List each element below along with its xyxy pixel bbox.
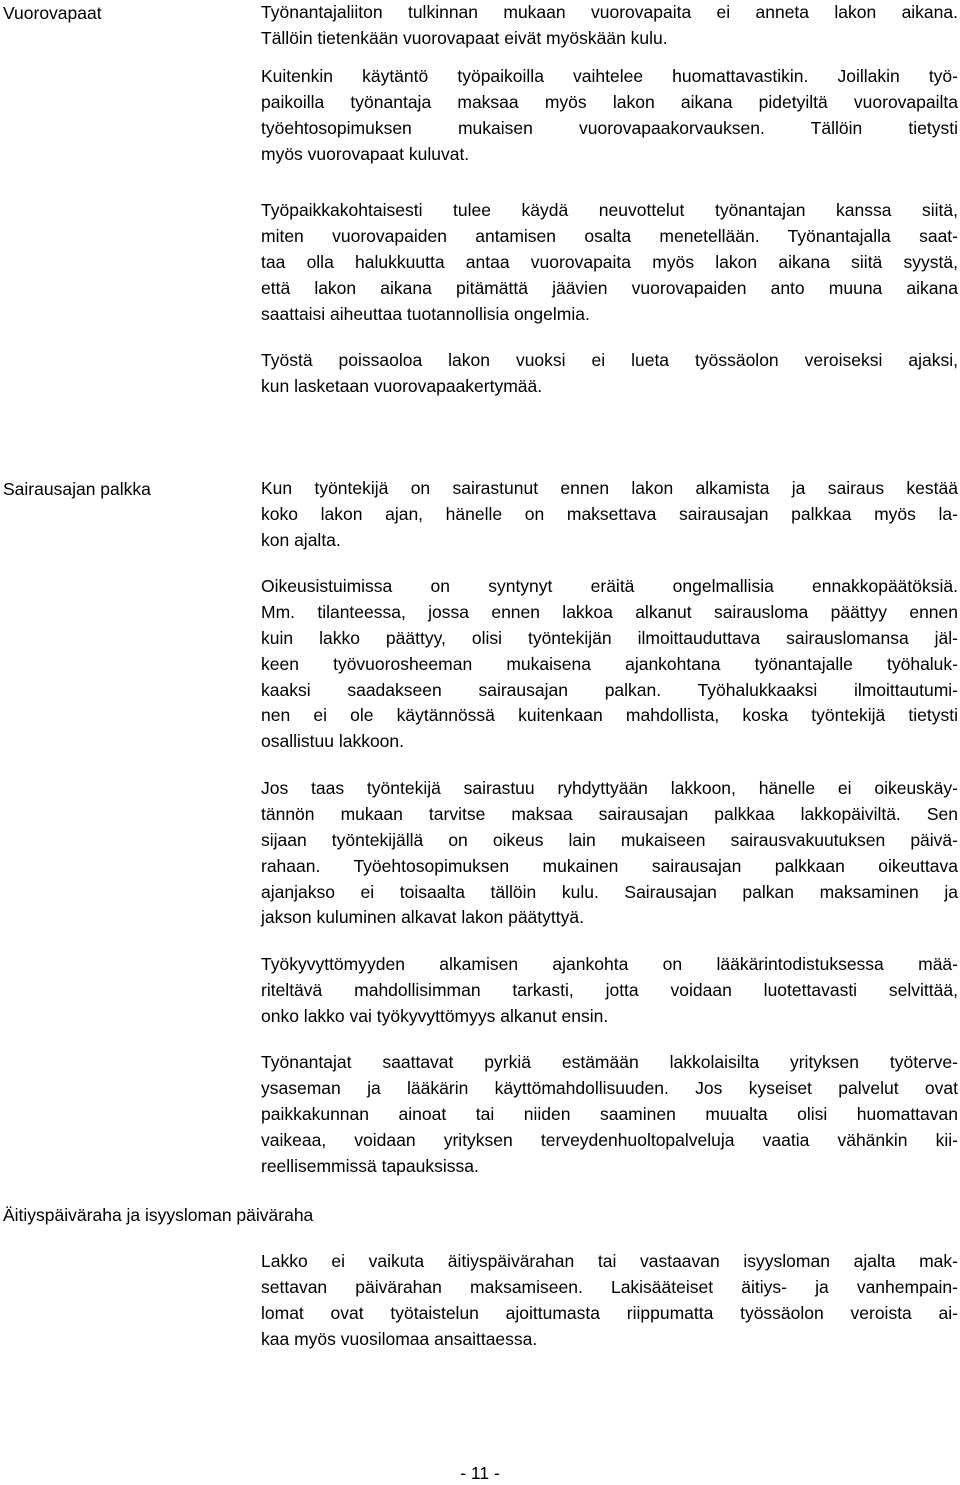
paragraph xyxy=(261,476,958,554)
text-line: Työpaikkakohtaisesti tulee käydä neuvottelut työnantajan kanssa siitä, xyxy=(261,200,958,220)
text-line: taa olla halukkuutta antaa vuorovapaita myös lakon aikana siitä syystä, xyxy=(261,251,958,272)
paragraph xyxy=(261,1249,958,1353)
text-line: sijaan työntekijällä on oikeus lain mukaiseen sairausvakuutuksen päivä- xyxy=(261,829,958,850)
text-line: reellisemmissä tapauksissa. xyxy=(261,1155,479,1176)
text-line: Työstä poissaoloa lakon vuoksi ei lueta työssäolon veroiseksi ajaksi, xyxy=(261,350,958,370)
text-line: kon ajalta. xyxy=(261,529,341,550)
text-line: Lakko ei vaikuta äitiyspäivärahan tai vastaavan isyysloman ajalta mak- xyxy=(261,1251,958,1271)
text-line: tännön mukaan tarvitse maksaa sairausajan palkkaa lakkopäiviltä. Sen xyxy=(261,803,958,824)
section-heading-aitiyspaivaraha: Äitiyspäiväraha ja isyysloman päiväraha xyxy=(3,1205,314,1225)
text-line: Kuitenkin käytäntö työpaikoilla vaihtelee huomattavastikin. Joillakin työ- xyxy=(261,66,958,86)
paragraph xyxy=(261,776,958,931)
text-line: jakson kuluminen alkavat lakon päätyttyä. xyxy=(261,907,584,928)
text-line: kaa myös vuosilomaa ansaittaessa. xyxy=(261,1328,538,1349)
text-line: paikkakunnan ainoat tai niiden saaminen muualta olisi huomattavan xyxy=(261,1103,958,1124)
text-line: että lakon aikana pitämättä jäävien vuorovapaiden anto muuna aikana xyxy=(261,277,958,298)
section-heading-vuorovapaat: Vuorovapaat xyxy=(3,3,102,23)
text-line: kun lasketaan vuorovapaakertymää. xyxy=(261,375,543,396)
text-line: keen työvuorosheeman mukaisena ajankohtana työnantajalle työhaluk- xyxy=(261,653,958,674)
section-heading-sairausajan-palkka: Sairausajan palkka xyxy=(3,479,151,499)
text-line: Työnantajaliiton tulkinnan mukaan vuorovapaita ei anneta lakon aikana. xyxy=(261,2,958,22)
paragraph xyxy=(261,1050,958,1179)
text-line: kaaksi saadakseen sairausajan palkan. Työhalukkaaksi ilmoittautumi- xyxy=(261,679,958,700)
text-line: lomat ovat työtaistelun ajoittumasta riippumatta työssäolon veroista ai- xyxy=(261,1302,958,1323)
text-line: Mm. tilanteessa, jossa ennen lakkoa alkanut sairausloma päättyy ennen xyxy=(261,601,958,622)
paragraph xyxy=(261,952,958,1030)
text-line: osallistuu lakkoon. xyxy=(261,731,404,752)
text-line: kuin lakko päättyy, olisi työntekijän ilmoittauduttava sairauslomansa jäl- xyxy=(261,627,958,648)
text-line: miten vuorovapaiden antamisen osalta menetellään. Työnantajalla saat- xyxy=(261,225,958,246)
text-line: työehtosopimuksen mukaisen vuorovapaakorvauksen. Tällöin tietysti xyxy=(261,117,958,138)
paragraph xyxy=(261,198,958,327)
text-line: saattaisi aiheuttaa tuotannollisia ongelmia. xyxy=(261,303,590,324)
text-line: Kun työntekijä on sairastunut ennen lakon alkamista ja sairaus kestää xyxy=(261,478,958,498)
text-line: paikoilla työnantaja maksaa myös lakon aikana pidetyiltä vuorovapailta xyxy=(261,91,958,112)
text-line: Oikeusistuimissa on syntynyt eräitä ongelmallisia ennakkopäätöksiä. xyxy=(261,576,958,596)
text-line: koko lakon ajan, hänelle on maksettava sairausajan palkkaa myös la- xyxy=(261,503,958,524)
text-line: ysaseman ja lääkärin käyttömahdollisuuden. Jos kyseiset palvelut ovat xyxy=(261,1077,958,1098)
paragraph xyxy=(261,64,958,168)
paragraph xyxy=(261,0,958,52)
page-number: - 11 - xyxy=(460,1463,500,1483)
text-line: ajanjakso ei toisaalta tällöin kulu. Sairausajan palkan maksaminen ja xyxy=(261,881,958,902)
text-line: myös vuorovapaat kuluvat. xyxy=(261,143,470,164)
text-line: nen ei ole käytännössä kuitenkaan mahdollista, koska työntekijä tietysti xyxy=(261,705,958,726)
text-line: rahaan. Työehtosopimuksen mukainen sairausajan palkkaan oikeuttava xyxy=(261,855,958,876)
text-line: Jos taas työntekijä sairastuu ryhdyttyään lakkoon, hänelle ei oikeuskäy- xyxy=(261,778,958,798)
paragraph xyxy=(261,574,958,755)
text-line: vaikeaa, voidaan yrityksen terveydenhuoltopalveluja vaatia vähänkin kii- xyxy=(261,1129,958,1150)
text-line: Työnantajat saattavat pyrkiä estämään lakkolaisilta yrityksen työterve- xyxy=(261,1052,958,1072)
text-line: Työkyvyttömyyden alkamisen ajankohta on lääkärintodistuksessa mää- xyxy=(261,954,958,974)
paragraph xyxy=(261,348,958,400)
text-line: settavan päivärahan maksamiseen. Lakisääteiset äitiys- ja vanhempain- xyxy=(261,1276,958,1297)
text-line: Tällöin tietenkään vuorovapaat eivät myöskään kulu. xyxy=(261,27,668,48)
text-line: onko lakko vai työkyvyttömyys alkanut ensin. xyxy=(261,1005,609,1026)
text-line: riteltävä mahdollisimman tarkasti, jotta voidaan luotettavasti selvittää, xyxy=(261,979,958,1000)
